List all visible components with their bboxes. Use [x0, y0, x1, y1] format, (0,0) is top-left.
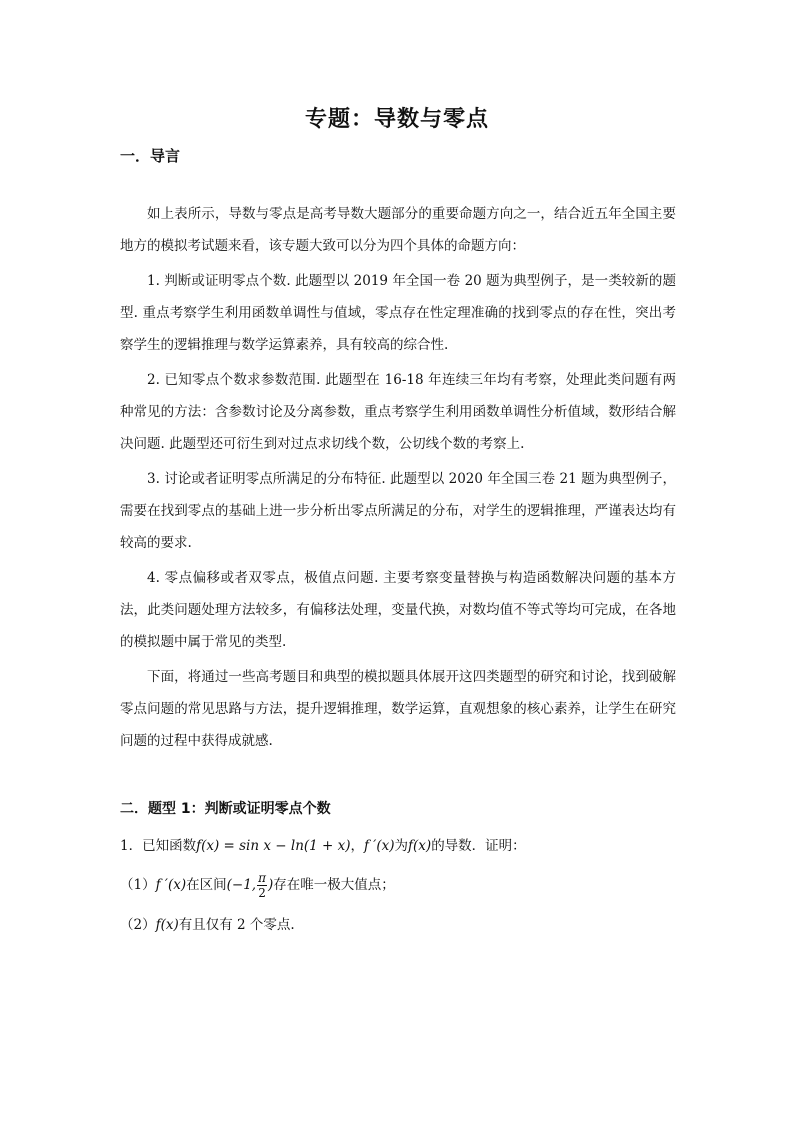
function-symbol: f(x) — [408, 838, 432, 854]
fraction-denominator: 2 — [258, 886, 266, 900]
part-1-label: （1） — [120, 877, 156, 893]
question-1 — [120, 834, 526, 854]
question-text-as: 为 — [394, 838, 409, 854]
part-2-text: 有且仅有 2 个零点. — [178, 917, 295, 933]
part-2-label: （2） — [120, 917, 156, 933]
list-item-2: 2. 已知零点个数求参数范围. 此题型在 16-18 年连续三年均有考察，处理此类问题有两种常见的方法：含参数讨论及分离参数，重点考察学生利用函数单调性分析值域，数形结合解决问题. 此题型还可衍生到对过点求切线个数，公切线个数的考察上. — [120, 372, 676, 452]
section-heading-type1: 二．题型 1：判断或证明零点个数 — [120, 801, 331, 817]
part-2-function: f(x) — [155, 917, 179, 933]
function-definition: f(x) = sin x − ln(1 + x) — [196, 838, 351, 854]
intro-paragraph: 如上表所示，导数与零点是高考导数大题部分的重要命题方向之一，结合近五年全国主要地方的模拟考试题来看，该专题大致可以分为四个具体的命题方向： — [120, 206, 676, 254]
question-part-2 — [120, 913, 295, 933]
pi-over-two-fraction — [257, 872, 267, 899]
list-item-1: 1. 判断或证明零点个数. 此题型以 2019 年全国一卷 20 题为典型例子，是一类较新的题型. 重点考察学生利用函数单调性与值域，零点存在性定理准确的找到零点的存在性，突出考察学生的逻辑推理与数学运算素养，具有较高的综合性. — [120, 273, 676, 353]
derivative-symbol: f ′(x) — [364, 838, 395, 854]
question-part-1 — [120, 872, 395, 899]
part-1-text-b: 存在唯一极大值点； — [273, 877, 395, 893]
list-item-4: 4. 零点偏移或者双零点，极值点问题. 主要考察变量替换与构造函数解决问题的基本方法，此类问题处理方法较多，有偏移法处理，变量代换，对数均值不等式等均可完成，在各地的模拟题中属于常见的类型. — [120, 570, 676, 650]
part-1-derivative: f ′(x) — [155, 877, 187, 893]
question-suffix: 的导数．证明： — [431, 838, 526, 854]
question-prefix: 1．已知函数 — [120, 838, 197, 854]
fraction-numerator: π — [258, 871, 266, 885]
interval-right: ) — [267, 877, 274, 893]
question-separator: ， — [350, 838, 365, 854]
intro-body — [120, 198, 676, 757]
interval-left: (−1, — [226, 877, 257, 893]
list-item-3: 3. 讨论或者证明零点所满足的分布特征. 此题型以 2020 年全国三卷 21 题为典型例子，需要在找到零点的基础上进一步分析出零点所满足的分布，对学生的逻辑推理，严谨表达均有较高的要求. — [120, 471, 676, 551]
part-1-text-a: 在区间 — [186, 877, 227, 893]
intro-closing-paragraph: 下面，将通过一些高考题目和典型的模拟题具体展开这四类题型的研究和讨论，找到破解零点问题的常见思路与方法，提升逻辑推理，数学运算，直观想象的核心素养，让学生在研究问题的过程中获得成就感. — [120, 669, 676, 749]
section-heading-intro: 一．导言 — [120, 147, 181, 165]
page-title: 专题：导数与零点 — [304, 107, 489, 132]
